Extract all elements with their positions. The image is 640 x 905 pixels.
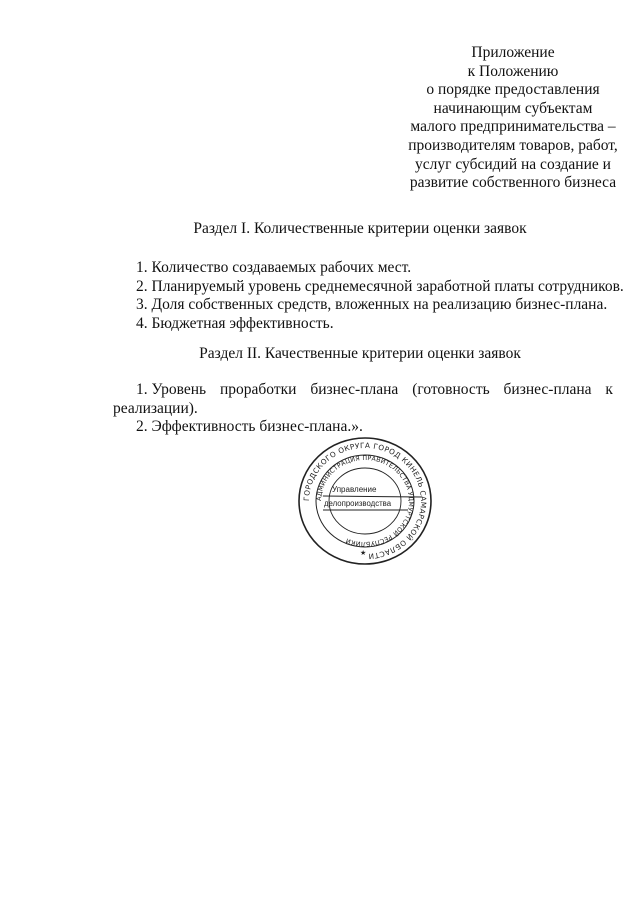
section-2-item-1 (113, 381, 613, 418)
section-1-title: Раздел I. Количественные критерии оценки заявок (193, 220, 527, 237)
list-item: 4. Бюджетная эффективность. (136, 314, 334, 332)
appendix-line: малого предпринимательства – (410, 118, 616, 136)
stamp-center-line-2: делопроизводства (324, 499, 392, 508)
section-1-list (136, 259, 624, 333)
word: 1. Уровень (136, 381, 207, 398)
appendix-line: услуг субсидий на создание и (415, 155, 611, 173)
appendix-header (388, 44, 638, 193)
section-2-item-2: 2. Эффективность бизнес-плана.». (136, 418, 363, 435)
appendix-line: развитие собственного бизнеса (409, 174, 617, 192)
appendix-line: производителям товаров, работ, (408, 136, 618, 154)
list-item: 1. Количество создаваемых рабочих мест. (136, 259, 412, 276)
justified-line (113, 381, 613, 400)
list-item: 3. Доля собственных средств, вложенных на реализацию бизнес-плана. (136, 296, 608, 313)
word: (готовность (412, 381, 490, 398)
stamp-center-line-1: Управление (332, 485, 377, 494)
appendix-line: Приложение (471, 44, 555, 61)
word: проработки (219, 381, 297, 398)
word: к (605, 381, 613, 398)
appendix-line: к Положению (467, 62, 559, 80)
appendix-line: о порядке предоставления (426, 81, 600, 99)
official-stamp (290, 434, 440, 569)
word: бизнес-плана (310, 381, 399, 398)
appendix-line: начинающим субъектам (433, 99, 593, 117)
section-2-title: Раздел II. Качественные критерии оценки заявок (199, 345, 521, 362)
stamp-inner-text: АДМИНИСТРАЦИЯ ПРАВИТЕЛЬСТВА УДМУРТСКОЙ РЕСПУБЛИКИ (315, 454, 415, 548)
star-icon: ★ (360, 549, 367, 557)
continuation-line: реализации). (113, 399, 198, 417)
list-item: 2. Планируемый уровень среднемесячной заработной платы сотрудников. (136, 277, 624, 295)
word: бизнес-плана (503, 381, 592, 398)
stamp-outer-text: ГОРОДСКОГО ОКРУГА ГОРОД КИНЕЛЬ САМАРСКОЙ ОБЛАСТИ (301, 440, 429, 561)
